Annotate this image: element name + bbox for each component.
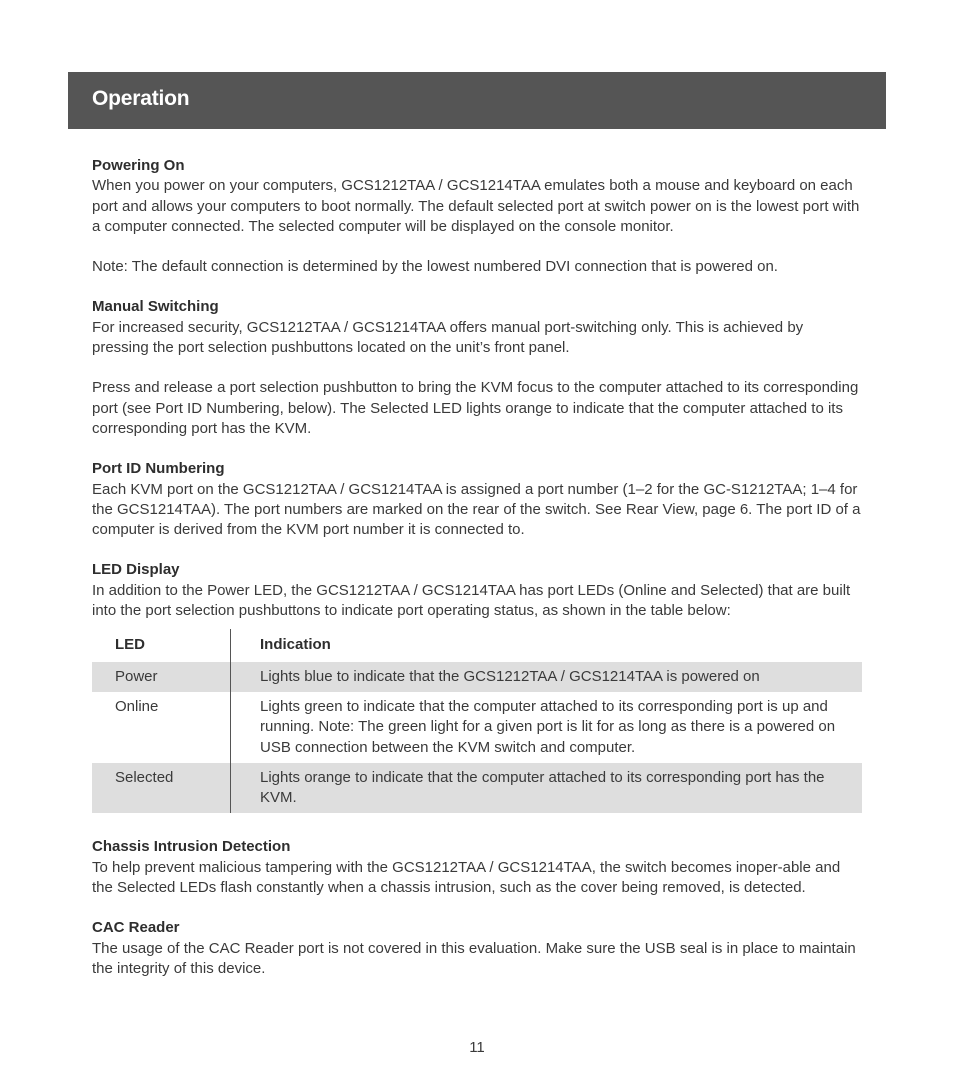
- heading-chassis-intrusion: Chassis Intrusion Detection: [92, 838, 291, 856]
- led-indication-online: Lights green to indicate that the computer attached to its corresponding port is up and running. Note: The green light for a given port is lit for as long as there is a powered on USB connection between the KVM switch and computer.: [260, 697, 836, 756]
- heading-port-id-numbering: Port ID Numbering: [92, 460, 225, 478]
- cac-paragraph: The usage of the CAC Reader port is not covered in this evaluation. Make sure the USB seal is in place to maintain the integrity of this device.: [92, 939, 856, 977]
- port-id-paragraph: Each KVM port on the GCS1212TAA / GCS1214TAA is assigned a port number (1–2 for the GC-S1212TAA; 1–4 for the GCS1214TAA). The port numbers are marked on the rear of the switch. See Rear View, page 6. The port ID of a computer is derived from the KVM port number it is connected to.: [92, 480, 861, 539]
- led-table: [92, 629, 862, 813]
- heading-led-display: LED Display: [92, 561, 180, 579]
- chassis-paragraph: To help prevent malicious tampering with the GCS1212TAA / GCS1214TAA, the switch becomes inoper-able and the Selected LEDs flash constantly when a chassis intrusion, such as the cover being removed, is detected.: [92, 858, 841, 897]
- header-led: LED: [92, 629, 231, 661]
- page-content: [92, 156, 862, 979]
- table-header-row: [92, 629, 862, 661]
- heading-powering-on: Powering On: [92, 157, 185, 174]
- led-display-paragraph: In addition to the Power LED, the GCS1212TAA / GCS1214TAA has port LEDs (Online and Selected) that are built into the port selection pushbuttons to indicate port operating status, as shown in the table below:: [92, 581, 851, 620]
- led-name-online: Online: [92, 692, 231, 763]
- heading-cac-reader: CAC Reader: [92, 919, 180, 937]
- table-row: [92, 763, 862, 814]
- heading-manual-switching: Manual Switching: [92, 298, 219, 316]
- led-indication-power: Lights blue to indicate that the GCS1212TAA / GCS1214TAA is powered on: [231, 662, 863, 692]
- led-indication-selected: Lights orange to indicate that the computer attached to its corresponding port has the KVM.: [231, 763, 863, 814]
- page-title: Operation: [92, 87, 190, 110]
- header-indication: Indication: [260, 636, 331, 654]
- led-name-power: Power: [92, 662, 231, 692]
- section-banner: [68, 72, 886, 129]
- manual-switching-paragraph: For increased security, GCS1212TAA / GCS1214TAA offers manual port-switching only. This is achieved by pressing the port selection pushbuttons located on the unit’s front panel.: [92, 318, 804, 357]
- led-name-selected: Selected: [92, 763, 231, 814]
- table-row: [92, 662, 862, 692]
- table-row: [92, 692, 862, 763]
- manual-switching-paragraph-2: Press and release a port selection pushbutton to bring the KVM focus to the computer attached to its corresponding port (see Port ID Numbering, below). The Selected LED lights orange to indicate that the computer attached to its corresponding port has the KVM.: [92, 379, 859, 437]
- powering-on-paragraph: When you power on your computers, GCS1212TAA / GCS1214TAA emulates both a mouse and keyboard on each port and allows your computers to boot normally. The default selected port at switch power on is the lowest port with a computer connected. The selected computer will be displayed on the console monitor.: [92, 177, 860, 235]
- powering-on-note: Note: The default connection is determined by the lowest numbered DVI connection that is powered on.: [92, 258, 778, 276]
- page-number: 11: [469, 1039, 485, 1056]
